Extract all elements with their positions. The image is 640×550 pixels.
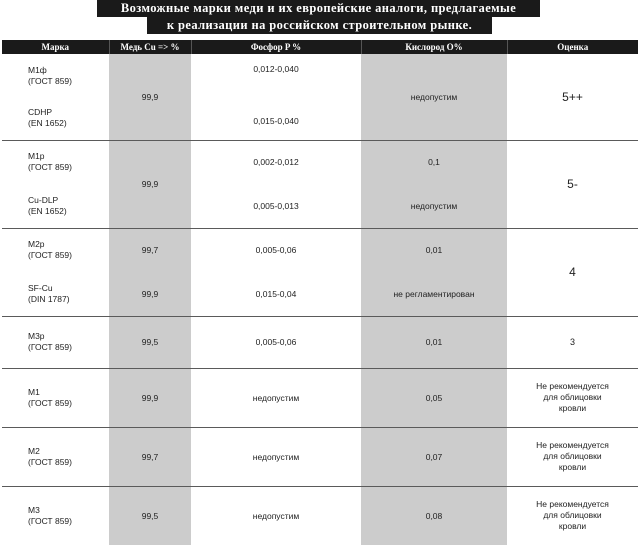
mark-cell bbox=[2, 228, 109, 272]
mark-standard: (ГОСТ 859) bbox=[28, 397, 72, 408]
mark-name: CDHP bbox=[28, 107, 53, 118]
copper-cell: 99,9 bbox=[109, 54, 191, 140]
mark-standard: (EN 1652) bbox=[28, 118, 67, 129]
header-phosphorus: Фосфор P % bbox=[191, 40, 361, 54]
phosphorus-cell: 0,002-0,012 bbox=[191, 140, 361, 184]
oxygen-cell: 0,01 bbox=[361, 316, 507, 368]
mark-standard: (ГОСТ 859) bbox=[28, 250, 72, 261]
header-rating: Оценка bbox=[507, 40, 638, 54]
phosphorus-cell: 0,005-0,013 bbox=[191, 184, 361, 228]
oxygen-cell: недопустим bbox=[361, 54, 507, 140]
mark-standard: (EN 1652) bbox=[28, 205, 67, 216]
table-row bbox=[2, 228, 638, 272]
phosphorus-cell: 0,012-0,040 bbox=[191, 54, 361, 97]
mark-name: М1 bbox=[28, 386, 40, 397]
copper-cell: 99,9 bbox=[109, 140, 191, 228]
phosphorus-cell: 0,005-0,06 bbox=[191, 228, 361, 272]
phosphorus-cell: 0,005-0,06 bbox=[191, 316, 361, 368]
mark-name: М3р bbox=[28, 331, 45, 341]
mark-name: М2 bbox=[28, 445, 40, 456]
phosphorus-cell: недопустим bbox=[191, 368, 361, 427]
oxygen-cell: 0,07 bbox=[361, 427, 507, 486]
table-row bbox=[2, 427, 638, 486]
mark-cell bbox=[2, 368, 109, 427]
mark-name: Cu-DLP bbox=[28, 194, 59, 205]
mark-cell bbox=[2, 97, 109, 140]
mark-standard: (DIN 1787) bbox=[28, 293, 70, 304]
copper-cell: 99,9 bbox=[109, 272, 191, 316]
mark-standard: (ГОСТ 859) bbox=[28, 456, 72, 467]
phosphorus-cell: недопустим bbox=[191, 486, 361, 545]
table-row bbox=[2, 316, 638, 368]
mark-cell bbox=[2, 427, 109, 486]
oxygen-cell: 0,05 bbox=[361, 368, 507, 427]
table-row bbox=[2, 140, 638, 184]
mark-name: М3 bbox=[28, 504, 40, 515]
mark-standard: (ГОСТ 859) bbox=[28, 162, 72, 173]
mark-name: М2р bbox=[28, 239, 45, 250]
copper-grades-table bbox=[2, 40, 638, 545]
mark-standard: (ГОСТ 859) bbox=[28, 75, 72, 86]
mark-cell bbox=[2, 272, 109, 316]
mark-standard: (ГОСТ 859) bbox=[28, 515, 72, 526]
header-copper: Медь Cu => % bbox=[109, 40, 191, 54]
oxygen-cell: 0,08 bbox=[361, 486, 507, 545]
rating-cell: Не рекомендуется для облицовки кровли bbox=[507, 427, 638, 486]
copper-cell: 99,5 bbox=[109, 316, 191, 368]
oxygen-cell: 0,01 bbox=[361, 228, 507, 272]
rating-cell: Не рекомендуется для облицовки кровли bbox=[507, 486, 638, 545]
copper-cell: 99,7 bbox=[109, 427, 191, 486]
mark-name: М1р bbox=[28, 151, 45, 162]
title-line-1: Возможные марки меди и их европейские аналоги, предлагаемые bbox=[97, 0, 540, 17]
mark-standard: (ГОСТ 859) bbox=[28, 342, 72, 352]
rating-cell: 4 bbox=[507, 228, 638, 316]
title-line-2: к реализации на российском строительном рынке. bbox=[147, 17, 492, 34]
table-row bbox=[2, 486, 638, 545]
mark-name: SF-Cu bbox=[28, 282, 53, 293]
mark-cell bbox=[2, 486, 109, 545]
copper-cell: 99,7 bbox=[109, 228, 191, 272]
header-oxygen: Кислород O% bbox=[361, 40, 507, 54]
copper-cell: 99,5 bbox=[109, 486, 191, 545]
mark-cell bbox=[2, 184, 109, 228]
mark-cell bbox=[2, 54, 109, 97]
header-mark: Марка bbox=[2, 40, 109, 54]
mark-name: М1ф bbox=[28, 64, 47, 75]
table-row bbox=[2, 368, 638, 427]
rating-cell: 3 bbox=[507, 316, 638, 368]
oxygen-cell: недопустим bbox=[361, 184, 507, 228]
rating-cell: Не рекомендуется для облицовки кровли bbox=[507, 368, 638, 427]
mark-cell bbox=[2, 316, 109, 368]
table-row bbox=[2, 54, 638, 97]
rating-cell: 5- bbox=[507, 140, 638, 228]
mark-cell bbox=[2, 140, 109, 184]
table-header-row bbox=[2, 40, 638, 54]
rating-cell: 5++ bbox=[507, 54, 638, 140]
copper-cell: 99,9 bbox=[109, 368, 191, 427]
oxygen-cell: 0,1 bbox=[361, 140, 507, 184]
phosphorus-cell: 0,015-0,040 bbox=[191, 97, 361, 140]
oxygen-cell: не регламентирован bbox=[361, 272, 507, 316]
phosphorus-cell: недопустим bbox=[191, 427, 361, 486]
phosphorus-cell: 0,015-0,04 bbox=[191, 272, 361, 316]
